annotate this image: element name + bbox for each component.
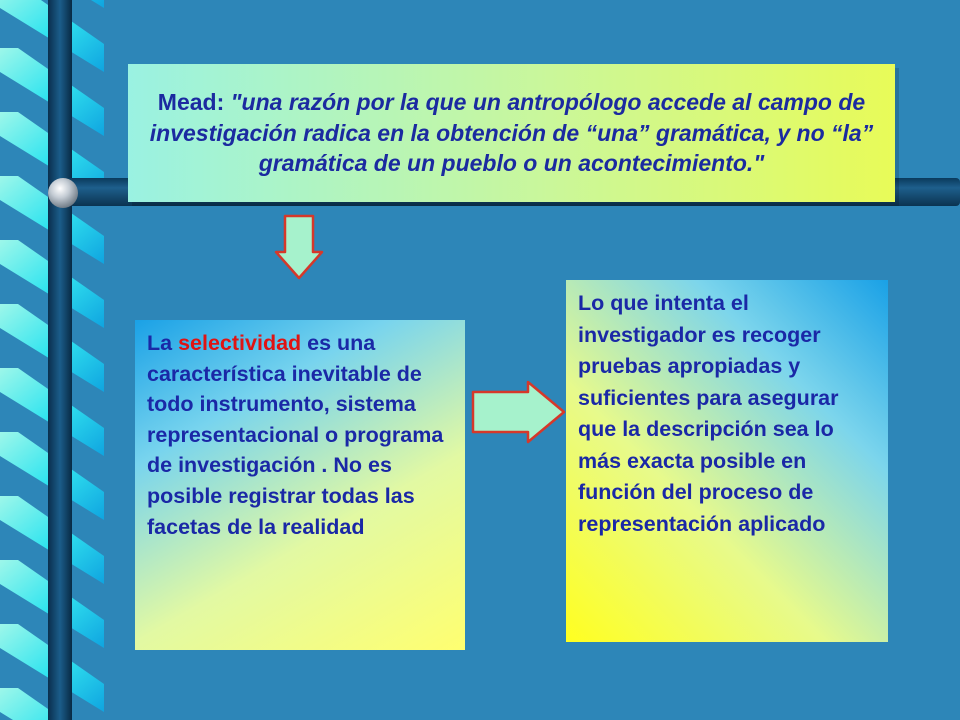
selectivity-box xyxy=(135,320,465,650)
researcher-box xyxy=(566,280,888,642)
selectivity-rest: es una característica inevitable de todo instrumento, sistema representacional o programa de investigación . No es posible registrar todas las facetas de la realidad xyxy=(147,331,444,539)
selectivity-prefix: La xyxy=(147,331,179,355)
knob-icon xyxy=(48,178,78,208)
researcher-text: Lo que intenta el investigador es recoger pruebas apropiadas y suficientes para asegurar que la descripción sea lo más exacta posible en función del proceso de representación aplicado xyxy=(578,291,839,536)
right-arrow-icon xyxy=(470,380,566,444)
highlight-word: selectividad xyxy=(178,331,302,355)
decorative-ribbon xyxy=(0,0,110,720)
selectivity-text xyxy=(147,328,455,542)
quote-author: Mead: xyxy=(157,88,231,115)
quote-box xyxy=(128,64,895,202)
quote-body: "una razón por la que un antropólogo accede al campo de investigación radica en la obtención de “una” gramática, y no “la” gramática de un pueblo o un acontecimiento." xyxy=(149,88,874,177)
down-arrow-icon xyxy=(274,214,324,280)
quote-text xyxy=(142,87,881,179)
